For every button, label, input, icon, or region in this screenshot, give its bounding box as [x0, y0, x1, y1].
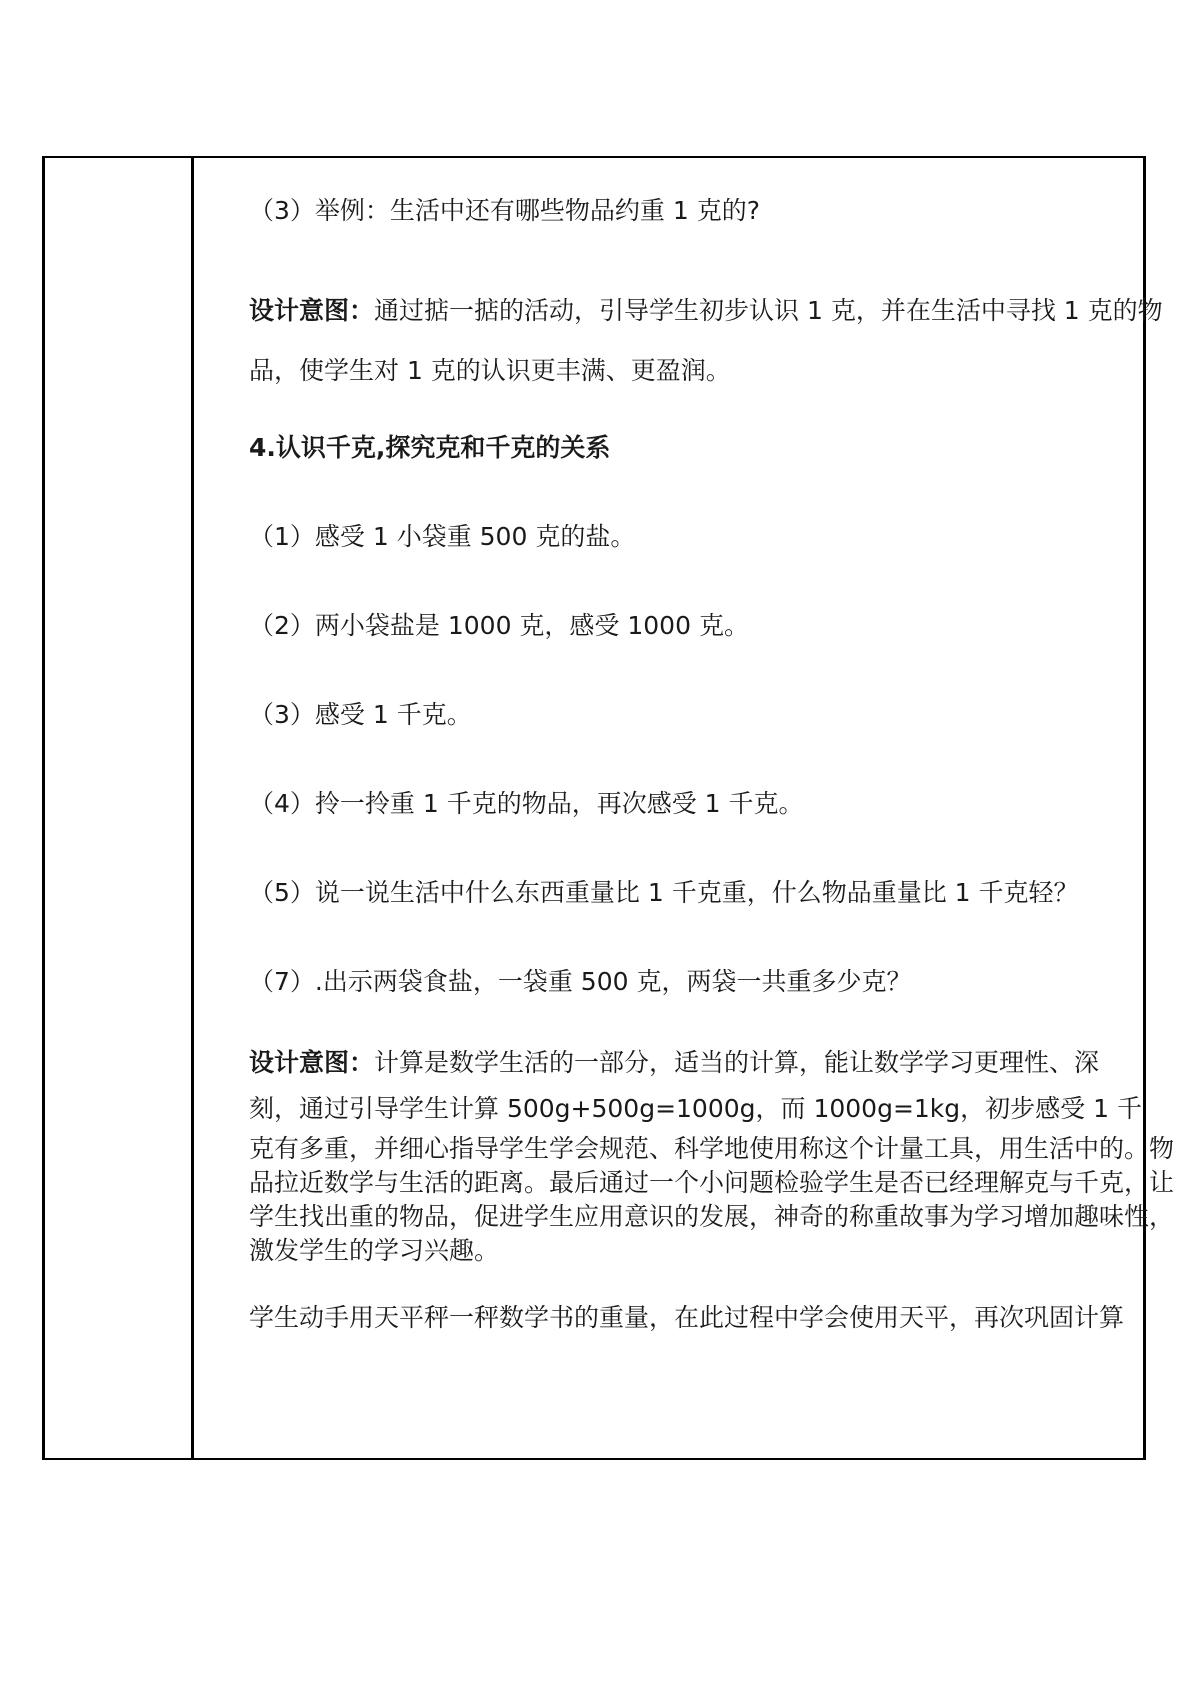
closing-paragraph: 学生动手用天平秤一秤数学书的重量，在此过程中学会使用天平，再次巩固计算: [249, 1303, 1125, 1332]
design-intent-2-rest: 克有多重，并细心指导学生学会规范、科学地使用称这个计量工具，用生活中的。物品拉近数学与生活的距离。最后通过一个小问题检验学生是否已经理解克与千克，让学生找出重的物品，促进学生应用意识的发展，神奇的称重故事为学习增加趣味性，激发学生的学习兴趣。: [249, 1134, 1175, 1265]
lesson-table: [42, 156, 1175, 1460]
design-intent-2: [249, 1040, 1179, 1268]
design-intent-2-line1-text: 计算是数学生活的一部分，适当的计算，能让数学学习更理性、深: [374, 1048, 1100, 1077]
content-column-cell: [194, 158, 1175, 1458]
design-intent-text: 通过掂一掂的活动，引导学生初步认识 1 克，并在生活中寻找 1 克的物品，使学生对 1 克的认识更丰满、更盈润。: [249, 296, 1163, 385]
step-5: （5）说一说生活中什么东西重量比 1 千克重，什么物品重量比 1 千克轻？: [249, 878, 1079, 907]
left-column-cell: [45, 158, 193, 1458]
design-intent-1: [249, 281, 1179, 401]
step-4: （4）拎一拎重 1 千克的物品，再次感受 1 千克。: [249, 789, 804, 818]
design-intent-2-line1: [249, 1040, 1179, 1086]
design-intent-label: 设计意图：: [249, 296, 375, 325]
section-4-title: 4.认识千克,探究克和千克的关系: [249, 433, 611, 462]
item3-example: （3）举例：生活中还有哪些物品约重 1 克的?: [249, 196, 760, 225]
step-2: （2）两小袋盐是 1000 克，感受 1000 克。: [249, 611, 749, 640]
design-intent-2-label: 设计意图：: [249, 1048, 375, 1077]
step-3: （3）感受 1 千克。: [249, 700, 472, 729]
design-intent-2-line2: 刻，通过引导学生计算 500g+500g=1000g，而 1000g=1kg，初步感受 1 千: [249, 1094, 1142, 1123]
step-7: （7）.出示两袋食盐，一袋重 500 克，两袋一共重多少克？: [249, 967, 912, 996]
step-1: （1）感受 1 小袋重 500 克的盐。: [249, 522, 636, 551]
